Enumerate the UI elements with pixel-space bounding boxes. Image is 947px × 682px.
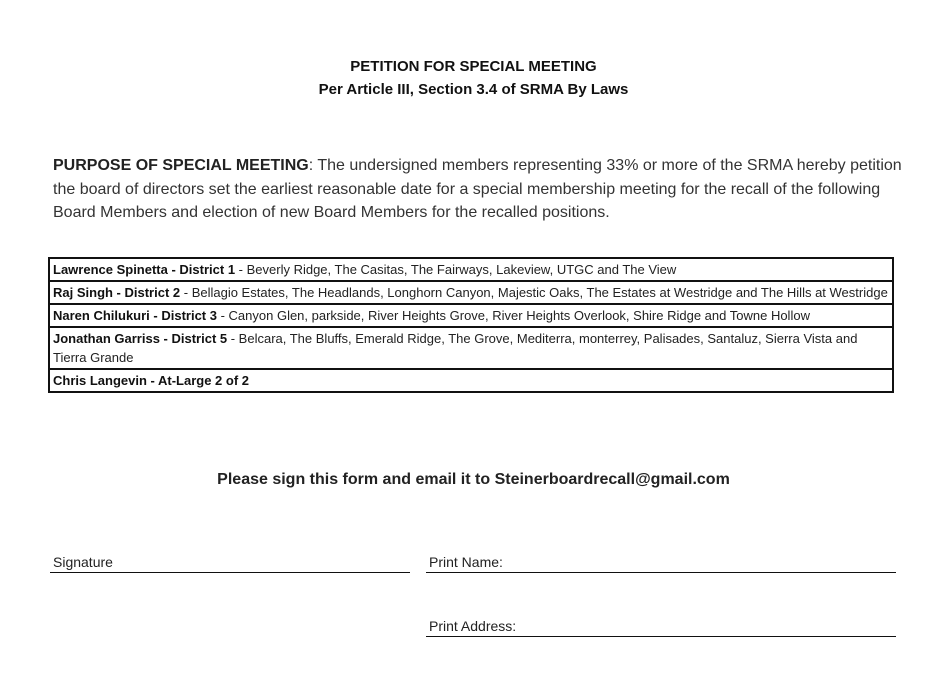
member-areas: - Beverly Ridge, The Casitas, The Fairways, Lakeview, UTGC and The View <box>235 262 677 277</box>
member-row <box>50 370 892 391</box>
member-row <box>50 305 892 328</box>
member-name: Raj Singh - District 2 <box>53 285 181 300</box>
email-instruction: Please sign this form and email it to Steinerboardrecall@gmail.com <box>217 471 730 488</box>
signature-label: Signature <box>53 554 113 570</box>
member-row <box>50 282 892 305</box>
purpose-text: : The undersigned members representing 33% or more of the SRMA hereby petition the board of directors set the earliest reasonable date for a special membership meeting for the recall of the following Board Members and election of new Board Members for the recalled positions. <box>53 157 902 221</box>
member-name: Jonathan Garriss - District 5 <box>53 331 228 346</box>
print-name-field[interactable] <box>426 553 896 573</box>
page-subtitle: Per Article III, Section 3.4 of SRMA By Laws <box>318 81 629 98</box>
member-name: Naren Chilukuri - District 3 <box>53 308 217 323</box>
board-members-table <box>48 257 894 393</box>
member-areas: - Belcara, The Bluffs, Emerald Ridge, The Grove, Mediterra, monterrey, Palisades, Santaluz, Sierra Vista and Tierra Grande <box>53 331 858 365</box>
member-name: Lawrence Spinetta - District 1 <box>53 262 236 277</box>
member-row <box>50 328 892 370</box>
print-name-label: Print Name: <box>429 554 503 570</box>
member-name: Chris Langevin - At-Large 2 of 2 <box>53 373 249 388</box>
member-row <box>50 259 892 282</box>
purpose-label: PURPOSE OF SPECIAL MEETING <box>53 157 309 174</box>
print-address-field[interactable] <box>426 617 896 637</box>
signature-field[interactable] <box>50 553 410 573</box>
member-areas: - Canyon Glen, parkside, River Heights Grove, River Heights Overlook, Shire Ridge and Towne Hollow <box>216 308 810 323</box>
page-title: PETITION FOR SPECIAL MEETING <box>350 58 597 75</box>
print-address-label: Print Address: <box>429 618 517 634</box>
purpose-paragraph <box>53 154 903 225</box>
member-areas: - Bellagio Estates, The Headlands, Longhorn Canyon, Majestic Oaks, The Estates at Westridge and The Hills at Westridge <box>180 285 888 300</box>
